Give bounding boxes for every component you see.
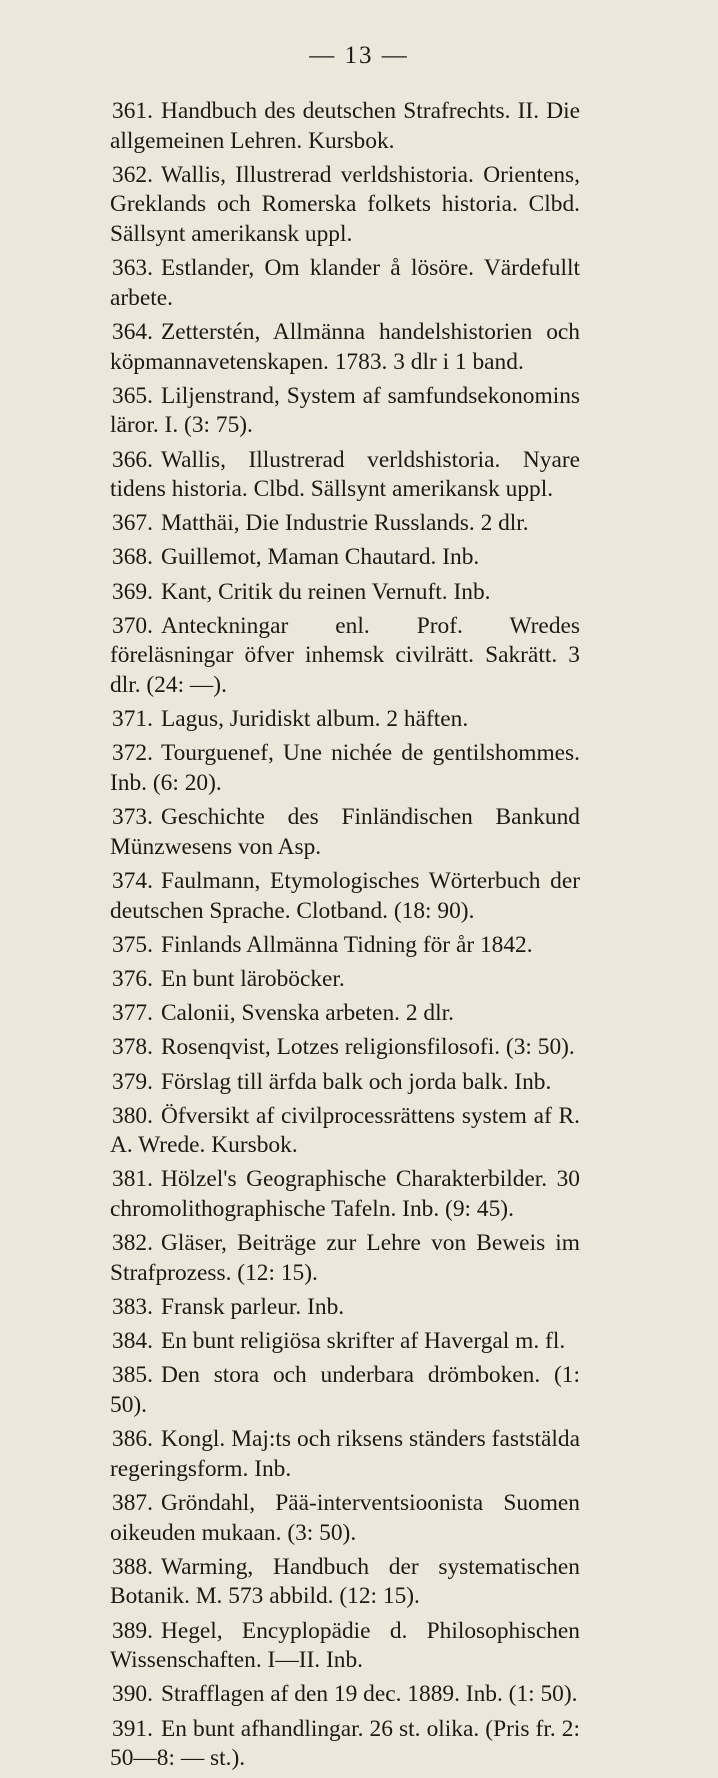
entry-text: Guillemot, Maman Chautard. Inb. bbox=[160, 544, 480, 571]
entry-text: En bunt läroböcker. bbox=[160, 965, 345, 992]
catalog-entry bbox=[110, 1617, 580, 1676]
entry-number: 379. bbox=[112, 1068, 153, 1095]
catalog-entry bbox=[110, 97, 580, 156]
catalog-entry bbox=[110, 382, 580, 441]
entry-number: 372. bbox=[112, 740, 153, 767]
catalog-entry bbox=[110, 1165, 580, 1224]
catalog-entry bbox=[110, 1327, 580, 1357]
catalog-entry bbox=[110, 1680, 580, 1710]
entry-number: 386. bbox=[112, 1426, 153, 1453]
catalog-entries bbox=[110, 97, 580, 1778]
entry-number: 361. bbox=[112, 98, 153, 124]
entry-text: Hegel, Encyplopädie d. Philosophischen Wissenschaften. I—II. Inb. bbox=[110, 1617, 580, 1674]
entry-text: Wallis, Illustrerad verldshistoria. Orientens, Greklands och Romerska folkets historia. Clbd. Sällsynt amerikansk uppl. bbox=[110, 161, 580, 247]
entry-text: Gröndahl, Pää-interventsioonista Suomen oikeuden mukaan. (3: 50). bbox=[110, 1489, 580, 1546]
entry-text: Förslag till ärfda balk och jorda balk. Inb. bbox=[160, 1068, 552, 1095]
entry-text: Warming, Handbuch der systematischen Botanik. M. 573 abbild. (12: 15). bbox=[110, 1553, 580, 1610]
entry-number: 389. bbox=[112, 1617, 153, 1644]
catalog-entry bbox=[110, 161, 580, 250]
catalog-entry bbox=[110, 867, 580, 926]
entry-number: 384. bbox=[112, 1328, 153, 1355]
catalog-entry bbox=[110, 803, 580, 862]
catalog-entry bbox=[110, 1293, 580, 1323]
entry-number: 378. bbox=[112, 1034, 153, 1061]
catalog-entry bbox=[110, 1489, 580, 1548]
entry-number: 373. bbox=[112, 804, 153, 831]
catalog-entry bbox=[110, 254, 580, 313]
entry-number: 381. bbox=[112, 1166, 153, 1193]
entry-text: En bunt religiösa skrifter af Havergal m. fl. bbox=[160, 1328, 566, 1355]
entry-text: Lagus, Juridiskt album. 2 häften. bbox=[160, 706, 469, 733]
entry-text: Kant, Critik du reinen Vernuft. Inb. bbox=[160, 578, 491, 605]
catalog-entry bbox=[110, 1553, 580, 1612]
entry-text: Öfversikt af civilprocessrättens system af R. A. Wrede. Kursbok. bbox=[110, 1102, 580, 1159]
entry-number: 382. bbox=[112, 1230, 153, 1257]
catalog-entry bbox=[110, 1425, 580, 1484]
entry-number: 363. bbox=[112, 255, 153, 282]
catalog-entry bbox=[110, 1715, 580, 1774]
entry-text: Fransk parleur. Inb. bbox=[160, 1294, 345, 1321]
catalog-entry bbox=[110, 543, 580, 573]
catalog-entry bbox=[110, 318, 580, 377]
entry-text: Hölzel's Geographische Charakterbilder. 30 chromolithographische Tafeln. Inb. (9: 45). bbox=[110, 1166, 580, 1223]
catalog-entry bbox=[110, 509, 580, 539]
catalog-entry bbox=[110, 1361, 580, 1420]
entry-number: 368. bbox=[112, 544, 153, 571]
entry-text: Gläser, Beiträge zur Lehre von Beweis im Strafprozess. (12: 15). bbox=[110, 1230, 580, 1286]
entry-text: Geschichte des Finländischen Bankund Münzwesens von Asp. bbox=[110, 804, 580, 860]
entry-number: 365. bbox=[112, 382, 153, 409]
entry-number: 375. bbox=[112, 931, 153, 958]
catalog-entry bbox=[110, 965, 580, 995]
catalog-entry bbox=[110, 1068, 580, 1098]
entry-number: 366. bbox=[112, 446, 153, 473]
entry-text: Liljenstrand, System af samfundsekonomins läror. I. (3: 75). bbox=[110, 382, 580, 439]
catalog-entry bbox=[110, 446, 580, 505]
entry-number: 387. bbox=[112, 1489, 153, 1516]
catalog-entry bbox=[110, 1229, 580, 1288]
entry-number: 377. bbox=[112, 1000, 153, 1027]
catalog-entry bbox=[110, 612, 580, 701]
entry-text: Den stora och underbara drömboken. (1: 50). bbox=[110, 1362, 580, 1418]
entry-text: Rosenqvist, Lotzes religionsfilosofi. (3: 50). bbox=[160, 1034, 575, 1061]
entry-number: 362. bbox=[112, 161, 153, 188]
entry-number: 370. bbox=[112, 612, 153, 639]
entry-text: Estlander, Om klander å lösöre. Värdefullt arbete. bbox=[110, 255, 580, 311]
entry-text: Handbuch des deutschen Strafrechts. II. Die allgemeinen Lehren. Kursbok. bbox=[110, 98, 580, 154]
entry-number: 367. bbox=[112, 510, 153, 537]
entry-number: 391. bbox=[112, 1715, 153, 1742]
catalog-entry bbox=[110, 931, 580, 961]
page-number: — 13 — bbox=[309, 42, 409, 69]
catalog-entry bbox=[110, 705, 580, 735]
entry-text: En bunt afhandlingar. 26 st. olika. (Pris fr. 2: 50—8: — st.). bbox=[110, 1715, 580, 1772]
entry-text: Strafflagen af den 19 dec. 1889. Inb. (1: 50). bbox=[160, 1681, 578, 1708]
entry-number: 380. bbox=[112, 1102, 153, 1129]
entry-number: 371. bbox=[112, 706, 153, 733]
entry-number: 390. bbox=[112, 1681, 153, 1708]
entry-text: Calonii, Svenska arbeten. 2 dlr. bbox=[160, 1000, 454, 1027]
catalog-entry bbox=[110, 999, 580, 1029]
entry-text: Anteckningar enl. Prof. Wredes föreläsningar öfver inhemsk civilrätt. Sakrätt. 3 dlr. (24: —). bbox=[110, 612, 580, 699]
entry-text: Wallis, Illustrerad verldshistoria. Nyare tidens historia. Clbd. Sällsynt amerikansk uppl. bbox=[110, 446, 580, 503]
entry-number: 369. bbox=[112, 578, 153, 605]
entry-number: 376. bbox=[112, 965, 153, 992]
catalog-entry bbox=[110, 578, 580, 608]
entry-number: 385. bbox=[112, 1362, 153, 1389]
entry-number: 388. bbox=[112, 1553, 153, 1580]
catalog-entry bbox=[110, 1102, 580, 1161]
entry-number: 364. bbox=[112, 318, 153, 345]
catalog-entry bbox=[110, 1033, 580, 1063]
entry-text: Faulmann, Etymologisches Wörterbuch der deutschen Sprache. Clotband. (18: 90). bbox=[110, 867, 580, 924]
entry-text: Tourguenef, Une nichée de gentilshommes. Inb. (6: 20). bbox=[110, 740, 580, 796]
entry-text: Finlands Allmänna Tidning för år 1842. bbox=[160, 931, 533, 958]
entry-number: 383. bbox=[112, 1294, 153, 1321]
catalog-entry bbox=[110, 739, 580, 798]
entry-text: Matthäi, Die Industrie Russlands. 2 dlr. bbox=[160, 510, 529, 537]
entry-text: Kongl. Maj:ts och riksens ständers faststälda regeringsform. Inb. bbox=[110, 1426, 580, 1482]
entry-text: Zetterstén, Allmänna handelshistorien och köpmannavetenskapen. 1783. 3 dlr i 1 band. bbox=[110, 318, 580, 375]
entry-number: 374. bbox=[112, 867, 153, 894]
